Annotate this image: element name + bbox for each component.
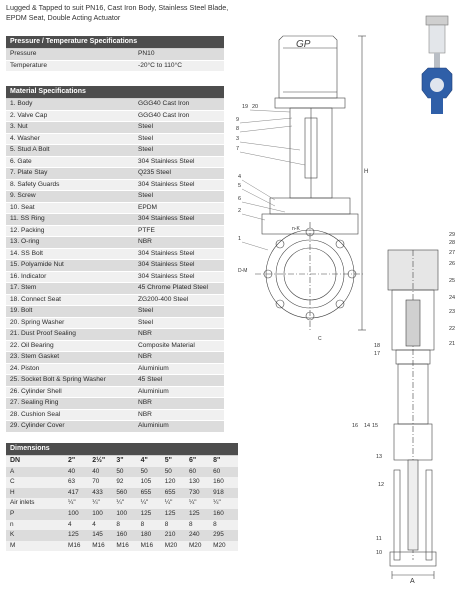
row-value: -20°C to 110°C (138, 61, 183, 69)
valve-photo (422, 16, 452, 114)
svg-text:25: 25 (449, 278, 456, 284)
table-row (6, 295, 224, 307)
table-cell: 8 (213, 520, 217, 528)
svg-text:13: 13 (376, 454, 383, 460)
table-cell: M20 (188, 541, 202, 549)
table-row (6, 421, 224, 433)
row-label: 9. Screw (10, 192, 36, 199)
row-label: 10. Seat (10, 203, 35, 211)
table-cell: 92 (116, 478, 124, 486)
table-cell: M20 (213, 541, 226, 549)
svg-text:1: 1 (238, 236, 242, 242)
svg-text:21: 21 (449, 341, 456, 347)
table-cell: 160 (213, 478, 224, 486)
row-label: 8. Safety Guards (10, 180, 60, 188)
row-label: K (10, 531, 15, 539)
row-label: 5. Stud A Bolt (10, 146, 50, 153)
row-value: NBR (138, 238, 152, 245)
table-cell: 417 (68, 488, 79, 496)
section-label: A (410, 578, 415, 585)
table-cell: M16 (68, 541, 81, 549)
svg-text:12: 12 (378, 482, 385, 488)
row-label: 4. Washer (10, 134, 40, 142)
row-value: 304 Stainless Steel (138, 215, 195, 222)
row-value: NBR (138, 330, 152, 337)
table-cell: 655 (140, 488, 152, 496)
row-value: GGG40 Cast Iron (138, 100, 190, 107)
row-value: NBR (138, 399, 152, 406)
svg-text:27: 27 (449, 250, 456, 256)
table-row (6, 410, 224, 422)
table-row (6, 157, 224, 169)
table-cell: 240 (188, 531, 200, 539)
row-value: 304 Stainless Steel (138, 180, 195, 188)
table-cell: 100 (68, 509, 79, 517)
row-label: 3. Nut (10, 123, 28, 130)
row-label: 14. SS Bolt (10, 249, 43, 257)
table-cell: 50 (116, 467, 124, 475)
svg-text:2: 2 (238, 208, 242, 214)
row-label: Pressure (10, 50, 37, 57)
table-cell: 105 (140, 478, 152, 486)
svg-text:26: 26 (449, 261, 456, 267)
table-row (6, 168, 224, 180)
row-label: H (10, 488, 15, 496)
row-label: n (10, 520, 14, 528)
table-row (6, 145, 224, 157)
row-label: Air inlets (10, 499, 35, 507)
row-label: 25. Socket Bolt & Spring Washer (10, 376, 106, 383)
table-row (6, 398, 224, 410)
svg-text:19: 19 (242, 104, 249, 110)
table-cell: 125 (188, 509, 200, 517)
pressure-temperature-table (6, 36, 224, 72)
table-cell: 120 (164, 478, 176, 486)
row-value: 45 Chrome Plated Steel (138, 284, 209, 291)
row-label: A (10, 467, 15, 475)
svg-text:11: 11 (376, 536, 382, 542)
row-label: 2. Valve Cap (10, 111, 48, 119)
table-cell: 50 (140, 467, 148, 475)
table-cell: M20 (164, 541, 178, 549)
table-cell: 918 (213, 488, 224, 496)
table-cell: 50 (164, 467, 172, 475)
svg-text:9: 9 (236, 117, 240, 123)
svg-text:29: 29 (449, 232, 456, 238)
table-cell: M16 (140, 541, 153, 549)
table-cell: 560 (116, 488, 128, 496)
row-label: 12. Packing (10, 226, 45, 234)
row-label: 1. Body (10, 100, 33, 107)
row-value: NBR (138, 353, 152, 360)
front-view-callouts (236, 104, 368, 342)
row-value: Steel (138, 192, 154, 199)
row-value: Aluminium (138, 364, 169, 372)
row-label: 27. Sealing Ring (10, 399, 59, 406)
column-header: 3" (116, 457, 124, 464)
table-row (6, 364, 224, 376)
table-cell: 125 (140, 509, 152, 517)
table-cell: 100 (92, 509, 103, 517)
table-cell: 40 (68, 467, 76, 475)
column-header: 6" (188, 457, 197, 464)
table-cell: 125 (164, 509, 176, 517)
svg-text:C: C (318, 336, 322, 342)
row-value: ZG200-400 Steel (138, 295, 189, 303)
table-cell: 8 (188, 520, 193, 528)
row-label: 18. Connect Seat (10, 295, 61, 303)
row-label: 15. Polyamide Nut (10, 261, 64, 268)
table-cell: 4 (68, 520, 72, 528)
front-view (255, 36, 369, 330)
table-row (6, 226, 224, 238)
row-label: 23. Stem Gasket (10, 353, 60, 360)
table-row (6, 467, 238, 478)
svg-text:18: 18 (374, 343, 381, 349)
table-row (6, 122, 224, 134)
table-cell: M16 (116, 541, 129, 549)
svg-text:15: 15 (372, 423, 379, 429)
row-value: 304 Stainless Steel (138, 261, 195, 268)
svg-text:D-M: D-M (238, 268, 248, 274)
intro-line-1: Lugged & Tapped to suit PN16, Cast Iron Body, Stainless Steel Blade, (6, 3, 229, 12)
table-cell: ¼" (213, 499, 221, 507)
row-label: 21. Dust Proof Sealing (10, 330, 76, 337)
pressure-temperature-heading: Pressure / Temperature Specifications (6, 36, 224, 49)
column-header: 5" (164, 457, 172, 464)
table-row (6, 180, 224, 192)
table-row (6, 375, 224, 387)
table-cell: 433 (92, 488, 103, 496)
table-row (6, 387, 224, 399)
svg-text:3: 3 (236, 136, 240, 142)
table-cell: 4 (92, 520, 96, 528)
row-value: NBR (138, 410, 152, 418)
table-row (6, 541, 238, 552)
table-row (6, 530, 238, 541)
row-label: 17. Stem (10, 284, 37, 291)
row-label: 19. Bolt (10, 307, 33, 314)
svg-text:14: 14 (364, 423, 371, 429)
intro-text (6, 3, 268, 23)
table-cell: ¼" (116, 499, 124, 507)
row-value: Aluminium (138, 387, 169, 395)
table-cell: 730 (188, 488, 200, 496)
row-value: Steel (138, 134, 154, 142)
table-cell: ¼" (164, 499, 173, 507)
table-row (6, 49, 224, 61)
table-cell: 180 (140, 531, 152, 539)
table-cell: 63 (68, 478, 76, 486)
table-row (6, 498, 238, 509)
table-row (6, 260, 224, 272)
table-row (6, 306, 224, 318)
table-row (6, 61, 224, 73)
section-view-callouts (352, 232, 455, 585)
row-value: 304 Stainless Steel (138, 157, 195, 165)
row-value: PN10 (138, 50, 155, 57)
row-label: 7. Plate Stay (10, 169, 48, 176)
row-value: 304 Stainless Steel (138, 272, 195, 280)
row-label: 6. Gate (10, 157, 32, 165)
table-cell: ¼" (68, 499, 76, 507)
row-label: 29. Cylinder Cover (10, 422, 65, 429)
svg-text:6: 6 (238, 196, 242, 202)
front-view-leader-lines (240, 110, 305, 250)
table-cell: 100 (116, 509, 128, 517)
table-cell: 160 (116, 531, 128, 539)
svg-text:8: 8 (236, 126, 240, 132)
table-cell: 60 (188, 467, 197, 475)
table-cell: 8 (164, 520, 169, 528)
table-row (6, 111, 224, 123)
svg-text:23: 23 (449, 309, 456, 315)
table-row (6, 203, 224, 215)
row-value: Aluminium (138, 422, 169, 429)
table-cell: 125 (68, 531, 79, 539)
dimensions-heading: Dimensions (6, 443, 238, 456)
table-cell: 145 (92, 531, 103, 539)
row-value: EPDM (138, 203, 158, 211)
column-header: 8" (213, 457, 221, 464)
table-row (6, 329, 224, 341)
row-value: PTFE (138, 226, 155, 234)
row-label: 28. Cushion Seal (10, 410, 61, 418)
row-label: C (10, 478, 15, 486)
table-cell: 130 (188, 478, 200, 486)
svg-text:H: H (364, 169, 369, 175)
table-row (6, 283, 224, 295)
table-row (6, 509, 238, 520)
row-label: Temperature (10, 61, 48, 69)
svg-text:16: 16 (352, 423, 359, 429)
row-value: Steel (138, 123, 154, 130)
row-value: Steel (138, 318, 154, 326)
material-specifications-table (6, 86, 224, 433)
table-cell: 40 (92, 467, 100, 475)
table-row (6, 237, 224, 249)
svg-text:10: 10 (376, 550, 383, 556)
table-row (6, 341, 224, 353)
row-label: 16. Indicator (10, 272, 47, 280)
row-label: 22. Oil Bearing (10, 341, 54, 349)
table-cell: M16 (92, 541, 105, 549)
dimensions-table (6, 443, 238, 551)
bolt-holes (264, 228, 356, 320)
svg-text:17: 17 (374, 351, 381, 357)
table-cell: 70 (92, 478, 100, 486)
svg-text:7: 7 (236, 146, 240, 152)
table-row (6, 99, 224, 111)
table-cell: 160 (213, 509, 224, 517)
table-cell: ¼" (140, 499, 149, 507)
column-header: 4" (140, 457, 148, 464)
table-row (6, 352, 224, 364)
row-value: Q235 Steel (138, 169, 171, 176)
row-label: M (10, 541, 16, 549)
svg-text:24: 24 (449, 295, 456, 301)
column-header: 2" (68, 457, 76, 464)
row-label: 13. O-ring (10, 238, 40, 245)
table-row (6, 318, 224, 330)
table-cell: 210 (164, 531, 176, 539)
row-label: 26. Cylinder Shell (10, 387, 62, 395)
table-row (6, 477, 238, 488)
column-header: 2½" (92, 457, 106, 464)
svg-text:20: 20 (252, 104, 259, 110)
row-label: 11. SS Ring (10, 215, 45, 222)
svg-text:4: 4 (238, 174, 242, 180)
svg-text:n-K: n-K (292, 226, 300, 232)
row-value: Composite Material (138, 341, 195, 349)
row-value: Steel (138, 146, 154, 153)
table-cell: ¼" (92, 499, 100, 507)
svg-text:5: 5 (238, 183, 242, 189)
row-value: Steel (138, 307, 154, 314)
table-cell: 8 (140, 520, 145, 528)
table-row (6, 191, 224, 203)
section-view (388, 250, 438, 579)
table-row (6, 249, 224, 261)
row-label: P (10, 509, 15, 517)
table-row (6, 488, 238, 499)
table-cell: 295 (213, 531, 224, 539)
column-header: DN (10, 457, 21, 464)
dimensions-header-row (6, 456, 238, 467)
table-cell: ¼" (188, 499, 197, 507)
table-row (6, 520, 238, 531)
table-row (6, 272, 224, 284)
table-row (6, 134, 224, 146)
table-cell: 8 (116, 520, 120, 528)
row-value: GGG40 Cast Iron (138, 111, 190, 119)
row-value: 45 Steel (138, 376, 163, 383)
row-label: 24. Piston (10, 364, 40, 372)
row-value: 304 Stainless Steel (138, 249, 195, 257)
table-cell: 655 (164, 488, 176, 496)
table-row (6, 214, 224, 226)
intro-line-2: EPDM Seat, Double Acting Actuator (6, 13, 121, 22)
table-cell: 60 (213, 467, 221, 475)
actuator-logo: GP (296, 39, 311, 50)
row-label: 20. Spring Washer (10, 318, 65, 326)
material-specifications-heading: Material Specifications (6, 86, 224, 99)
svg-text:28: 28 (449, 240, 456, 246)
svg-text:22: 22 (449, 326, 456, 332)
